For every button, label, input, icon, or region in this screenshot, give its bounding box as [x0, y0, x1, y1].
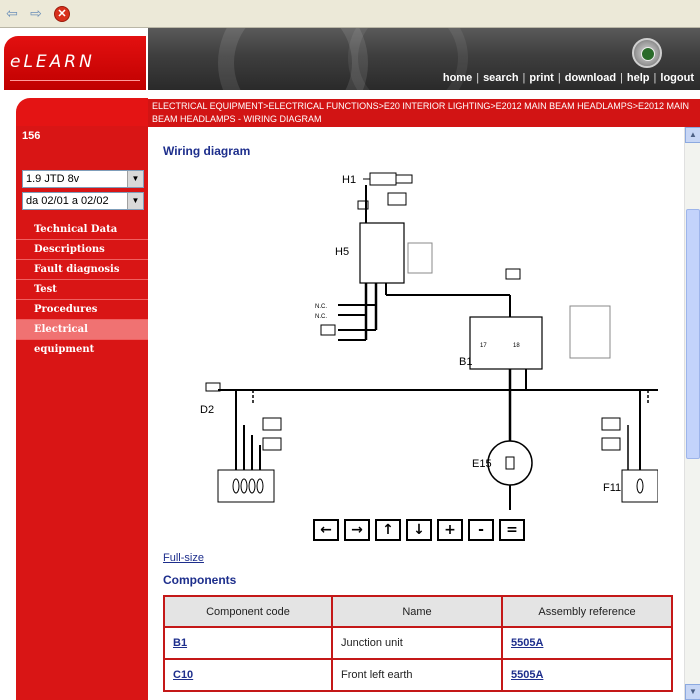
column-header: Assembly reference: [502, 596, 672, 627]
nav-search-link[interactable]: search: [483, 72, 519, 84]
component-code-link[interactable]: C10: [173, 669, 194, 681]
vertical-scrollbar[interactable]: [684, 127, 700, 700]
nav-separator: |: [476, 72, 480, 84]
h1-label: H1: [342, 174, 357, 186]
main-content: [148, 127, 684, 700]
d2-label: D2: [200, 404, 215, 416]
sidebar-item-fault-diagnosis[interactable]: Fault diagnosis: [16, 260, 148, 280]
pan-up-button[interactable]: ↑: [375, 519, 401, 541]
dropdown-arrow-icon[interactable]: ▼: [127, 193, 143, 209]
nav-separator: |: [620, 72, 623, 84]
page-title: Wiring diagram: [163, 144, 251, 158]
nav-separator: |: [653, 72, 657, 84]
sidebar-item-procedures[interactable]: Procedures: [16, 300, 148, 320]
nav-logout-link[interactable]: logout: [660, 72, 694, 84]
b1-pin-label: 17: [480, 343, 487, 349]
h5-label: H5: [335, 246, 350, 258]
b1-label: B1: [459, 356, 473, 368]
nav-print-link[interactable]: print: [529, 72, 554, 84]
engine-select-value: 1.9 JTD 8v: [26, 173, 80, 185]
header-banner: [148, 28, 700, 90]
table-cell: [502, 627, 672, 659]
table-cell: [164, 659, 332, 691]
date-range-select-value: da 02/01 a 02/02: [26, 195, 109, 207]
pan-down-button[interactable]: ↓: [406, 519, 432, 541]
browser-toolbar: [0, 0, 700, 28]
sidebar-item-electrical-equipment[interactable]: Electrical equipment: [16, 320, 148, 340]
banner-decoration: [218, 28, 368, 90]
components-table: [163, 595, 673, 692]
logo-underline: [10, 80, 140, 81]
nav-download-link[interactable]: download: [564, 72, 617, 84]
back-arrow-icon[interactable]: ⇦: [6, 5, 18, 21]
sidebar-panel: [16, 126, 148, 700]
elearn-logo: eLEARN: [10, 52, 95, 72]
e15-label: E15: [472, 458, 492, 470]
scrollbar-thumb[interactable]: [686, 209, 700, 459]
b1-pin-label: 18: [513, 343, 520, 349]
zoom-out-button[interactable]: -: [468, 519, 494, 541]
sidebar-item-descriptions[interactable]: Descriptions: [16, 240, 148, 260]
stop-icon[interactable]: ✕: [54, 6, 70, 22]
scroll-up-icon[interactable]: ▲: [685, 127, 700, 143]
dropdown-arrow-icon[interactable]: ▼: [127, 171, 143, 187]
alfa-romeo-badge-icon: [632, 38, 662, 68]
assembly-reference-link[interactable]: 5505A: [511, 669, 544, 681]
scroll-down-icon[interactable]: ▼: [685, 684, 700, 700]
sidebar-menu: [16, 220, 148, 355]
nc-label: N.C.: [315, 314, 327, 320]
nav-separator: |: [522, 72, 526, 84]
pan-left-button[interactable]: ←: [313, 519, 339, 541]
nav-help-link[interactable]: help: [626, 72, 650, 84]
component-code-link[interactable]: B1: [173, 637, 188, 649]
logo-area: [0, 28, 148, 90]
components-heading: Components: [163, 573, 237, 587]
table-row: [164, 659, 672, 691]
table-cell: [502, 659, 672, 691]
table-header-row: [164, 596, 672, 627]
zoom-in-button[interactable]: +: [437, 519, 463, 541]
full-size-link[interactable]: Full-size: [163, 552, 204, 564]
diagram-nav-controls: [313, 519, 525, 541]
f11-label: F11: [603, 482, 622, 494]
engine-select[interactable]: [22, 170, 144, 188]
nav-home-link[interactable]: home: [442, 72, 473, 84]
wiring-diagram[interactable]: [188, 165, 658, 515]
sidebar-item-test[interactable]: Test: [16, 280, 148, 300]
assembly-reference-link[interactable]: 5505A: [511, 637, 544, 649]
pan-right-button[interactable]: →: [344, 519, 370, 541]
table-cell: Junction unit: [332, 627, 502, 659]
column-header: Name: [332, 596, 502, 627]
table-cell: [164, 627, 332, 659]
nav-separator: |: [557, 72, 561, 84]
table-cell: Front left earth: [332, 659, 502, 691]
nc-label: N.C.: [315, 304, 327, 310]
breadcrumb: ELECTRICAL EQUIPMENT>ELECTRICAL FUNCTIONS>E20 INTERIOR LIGHTING>E2012 MAIN BEAM HEADLAMPS>E2012 MAIN BEAM HEADLAMPS - WIRING DIAGRAM: [148, 99, 700, 127]
table-row: [164, 627, 672, 659]
model-label: 156: [22, 130, 41, 142]
column-header: Component code: [164, 596, 332, 627]
sidebar: [0, 90, 148, 700]
forward-arrow-icon[interactable]: ⇨: [30, 5, 42, 21]
sidebar-item-technical-data[interactable]: Technical Data: [16, 220, 148, 240]
header-nav: [443, 72, 694, 84]
reset-zoom-button[interactable]: =: [499, 519, 525, 541]
date-range-select[interactable]: [22, 192, 144, 210]
